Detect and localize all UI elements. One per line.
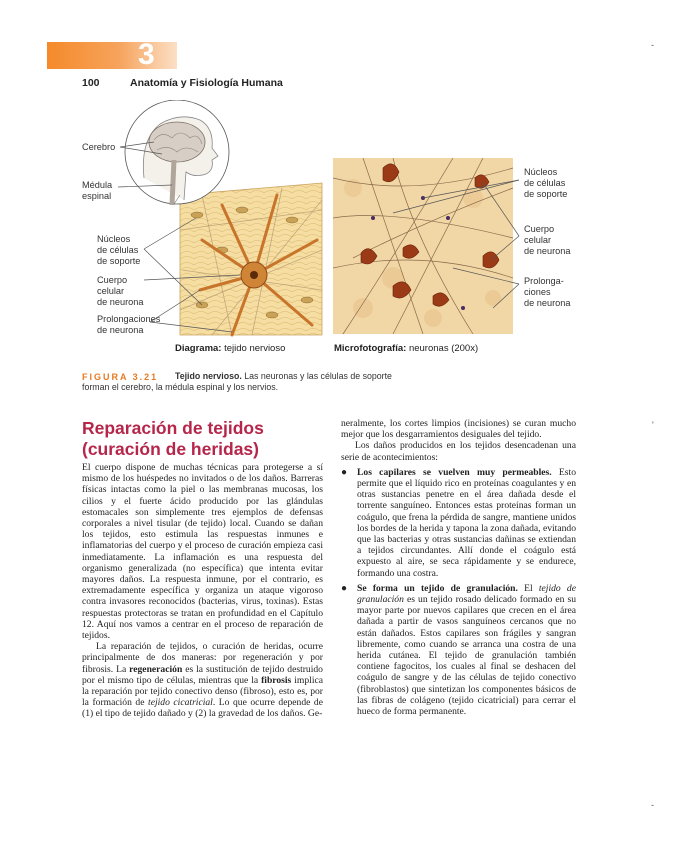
left-column [82,462,323,720]
micrograph-caption: Microfotografía: neuronas (200x) [334,343,479,354]
label-prolongaciones-left: Prolongaciones de neurona [97,314,161,335]
edge-mark: - [651,40,654,50]
section-title: Reparación de tejidos (curación de heridas) [82,418,264,459]
label-nucleos-left: Núcleos de células de soporte [97,234,141,266]
label-cerebro: Cerebro [82,142,116,152]
page-number: 100 [82,77,100,89]
figure-caption: Tejido nervioso. Las neuronas y las células de soporte [175,371,392,381]
edge-mark: - [651,800,654,810]
term-fibrosis: fibrosis [261,674,292,686]
term-tejido-cicatricial: tejido cicatricial [148,697,213,709]
paragraph: El cuerpo dispone de muchas técnicas para protegerse a sí mismo de los huéspedes no invitados o de los daños. Barreras físicas intactas como la piel o las membranas mucosas, los cilios y el fuerte ácido producido por las glándulas estomacales son simplemente tres ejemplos de defensas corporales a nivel tisular (de tejido) local. Cuando se dañan los tejidos, esto estimula las respuestas inmunes e inflamatorias del cuerpo y el proceso de curación empieza casi inmediatamente. La inflamación es una respuesta del organismo generalizada (no específica) que intenta evitar mayores daños. La respuesta inmune, por el contrario, es extremadamente específica y organiza un ataque vigoroso contra invasores reconocidos (bacterias, virus, toxinas). Estas respuestas protectoras se tratan en profundidad en el Capítulo 12. Aquí nos vamos a centrar en el proceso de reparación de tejidos. [82,462,323,642]
chapter-tab [47,42,177,69]
running-head: Anatomía y Fisiología Humana [130,77,283,89]
label-cuerpo-left: Cuerpo celular de neurona [97,275,144,307]
list-item: ● Se forma un tejido de granulación. El tejido de granulación es un tejido rosado delicado formado en su mayor parte por nuevos capilares que crecen en el área dañada a partir de vasos sanguíneos cercanos que no están dañados. Estos capilares son frágiles y sangran libremente, como cuando se arranca una costra de una herida cutánea. El tejido de granulación también contiene fagocitos, los cuales al final se deshacen del coágulo de sangre y de las células de tejido conectivo (fibroblastos) que sintetizan los componentes básicos de las fibras de colágeno (tejido cicatricial) para cerrar el hueco de forma permanente. [341,582,576,718]
right-column [341,418,576,717]
chapter-number: 3 [138,38,155,71]
list-item: ● Los capilares se vuelven muy permeables. Esto permite que el líquido rico en proteínas coagulantes y en otras sustancias penetre en el área dañada desde el torrente sanguíneo. Entonces estas proteínas forman un coágulo, que frena la pérdida de sangre, mantiene unidos los bordes de la herida y tapona la zona dañada, evitando que las bacterias y otras sustancias dañinas se extiendan a tejidos circundantes. Allí donde el coágulo está expuesto al aire, se seca rápidamente y se endurece, formando una costra. [341,466,576,579]
label-medula: Médula espinal [82,180,113,201]
paragraph: Los daños producidos en los tejidos desencadenan una serie de acontecimientos: [341,440,576,463]
term-regeneracion: regeneración [129,663,183,675]
figure-number: FIGURA 3.21 [82,372,159,382]
label-prolongaciones-right: Prolonga- ciones de neurona [524,276,571,308]
label-nucleos-right: Núcleos de células de soporte [524,167,568,199]
figure-caption-line2: forman el cerebro, la médula espinal y los nervios. [82,382,279,392]
paragraph: neralmente, los cortes limpios (incisiones) se curan mucho mejor que los desgarramientos desiguales del tejido. [341,418,576,441]
diagram-caption: Diagrama: tejido nervioso [175,343,286,354]
label-cuerpo-right: Cuerpo celular de neurona [524,224,571,256]
edge-mark: ' [652,420,654,430]
paragraph: La reparación de tejidos, o curación de heridas, ocurre principalmente de dos maneras: por regeneración y por fibrosis. La regeneración es la sustitución de tejido destruido por el mismo tipo de células, mientras que la fibrosis implica la reparación por tejido conectivo denso (fibroso), esto es, por la formación de tejido cicatricial. Lo que ocurre depende de (1) el tipo de tejido dañado y (2) la gravedad de los daños. Ge- [82,641,324,720]
